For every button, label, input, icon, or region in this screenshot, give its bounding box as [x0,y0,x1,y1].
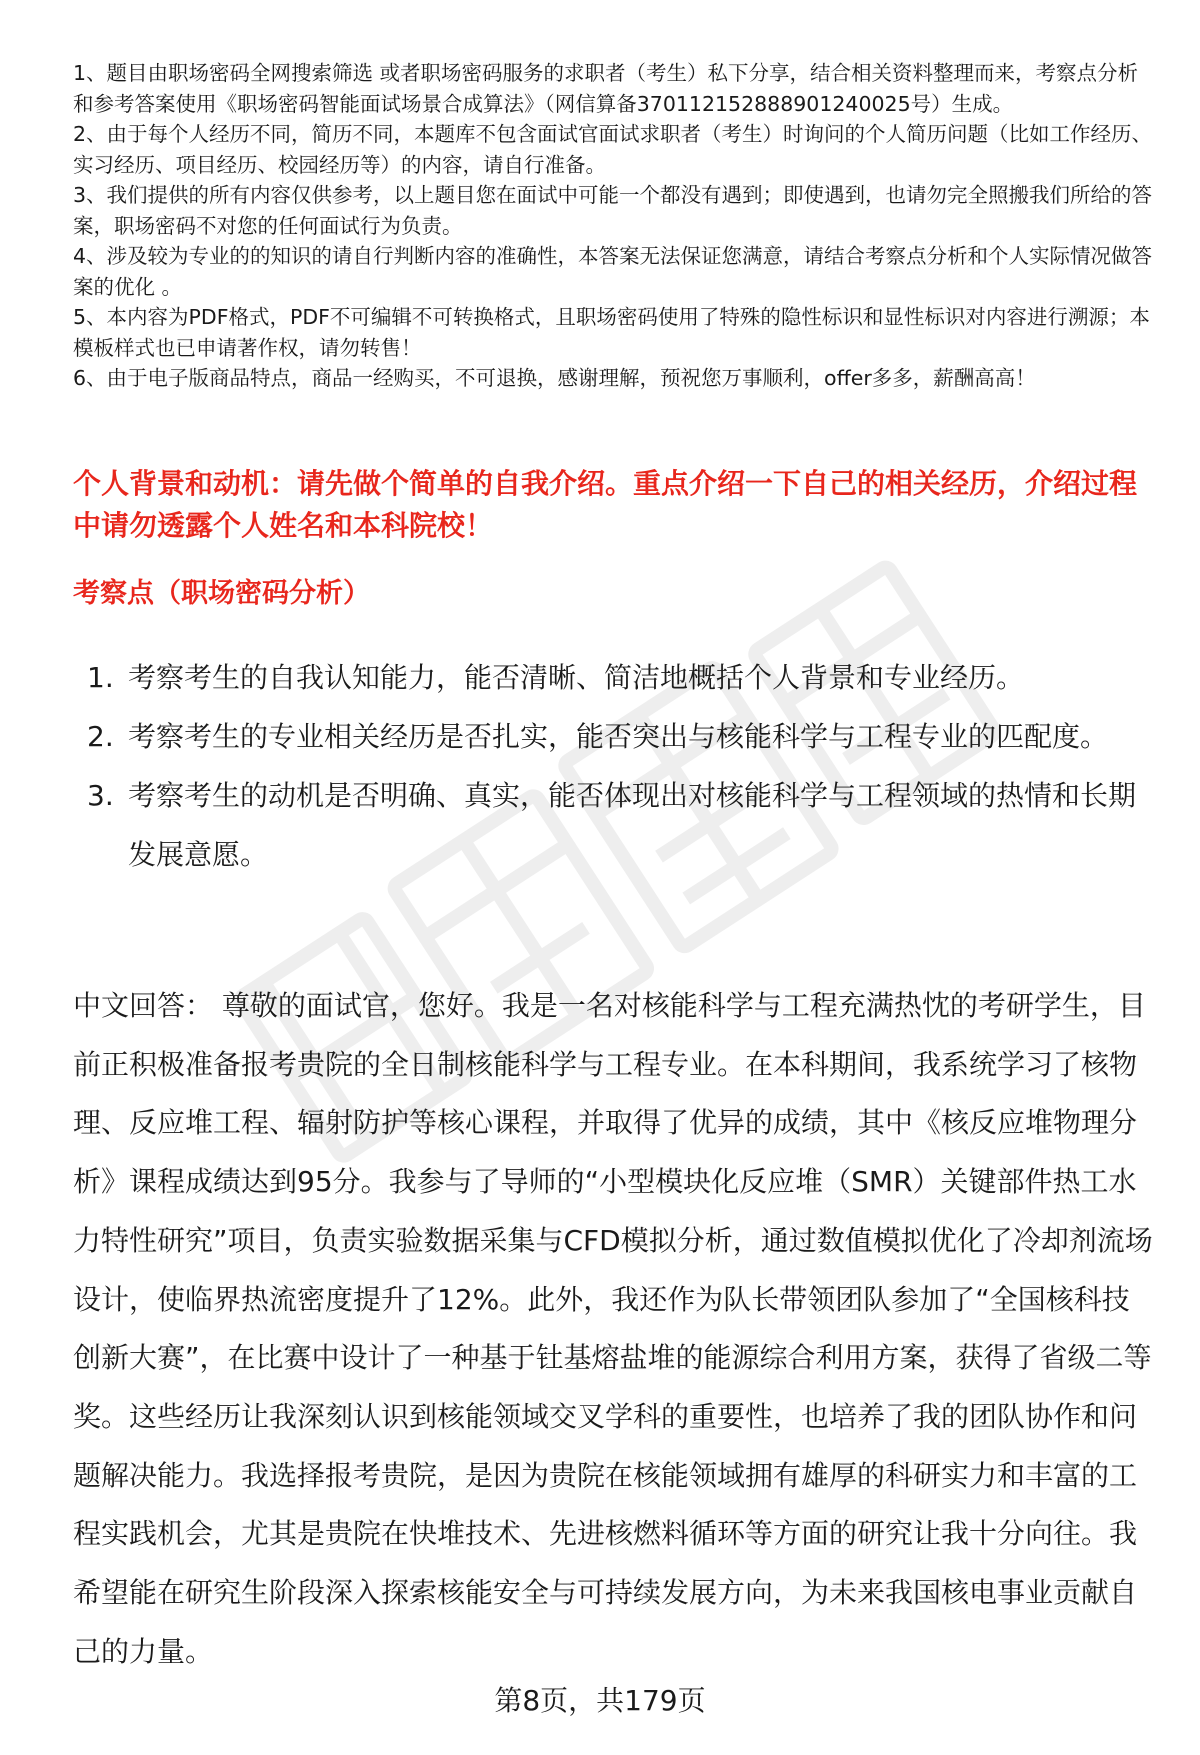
list-item-number: 2. [87,720,114,753]
list-item-text: 考察考生的动机是否明确、真实，能否体现出对核能科学与工程领域的热情和长期发展意愿。 [128,779,1137,871]
question-heading: 个人背景和动机：请先做个简单的自我介绍。重点介绍一下自己的相关经历，介绍过程中请勿透露个人姓名和本科院校！ [73,467,1138,542]
analysis-section-title: 考察点（职场密码分析） [73,578,370,609]
answer-paragraph: 中文回答： 尊敬的面试官，您好。我是一名对核能科学与工程充满热忱的考研学生，目前正积极准备报考贵院的全日制核能科学与工程专业。在本科期间，我系统学习了核物理、反应堆工程、辐射防护等核心课程，并取得了优异的成绩，其中《核反应堆物理分析》课程成绩达到95分。我参与了导师的“小型模块化反应堆（SMR）关键部件热工水力特性研究”项目，负责实验数据采集与CFD模拟分析，通过数值模拟优化了冷却剂流场设计，使临界热流密度提升了12%。此外，我还作为队长带领团队参加了“全国核科技创新大赛”，在比赛中设计了一种基于钍基熔盐堆的能源综合利用方案，获得了省级二等奖。这些经历让我深刻认识到核能领域交叉学科的重要性，也培养了我的团队协作和问题解决能力。我选择报考贵院，是因为贵院在核能领域拥有雄厚的科研实力和丰富的工程实践机会，尤其是贵院在快堆技术、先进核燃料循环等方面的研究让我十分向往。我希望能在研究生阶段深入探索核能安全与可持续发展方向，为未来我国核电事业贡献自己的力量。 [73,989,1153,1668]
page-number: 第8页，共179页 [494,1684,706,1717]
disclaimer-notes [73,58,1153,394]
analysis-points-list [73,648,1153,884]
disclaimer-note: 2、由于每个人经历不同，简历不同，本题库不包含面试官面试求职者（考生）时询问的个人简历问题（比如工作经历、实习经历、项目经历、校园经历等）的内容，请自行准备。 [73,122,1153,177]
list-item-text: 考察考生的专业相关经历是否扎实，能否突出与核能科学与工程专业的匹配度。 [128,720,1109,753]
list-item [73,648,1153,707]
list-item [73,766,1153,884]
disclaimer-note: 6、由于电子版商品特点，商品一经购买，不可退换，感谢理解，预祝您万事顺利，offer多多，薪酬高高！ [73,366,1036,390]
disclaimer-note: 4、涉及较为专业的的知识的请自行判断内容的准确性，本答案无法保证您满意，请结合考察点分析和个人实际情况做答案的优化 。 [73,244,1153,299]
list-item-text: 考察考生的自我认知能力，能否清晰、简洁地概括个人背景和专业经历。 [128,661,1025,694]
list-item-number: 1. [87,661,114,694]
disclaimer-note: 3、我们提供的所有内容仅供参考，以上题目您在面试中可能一个都没有遇到；即使遇到，也请勿完全照搬我们所给的答案，职场密码不对您的任何面试行为负责。 [73,183,1153,238]
list-item-number: 3. [87,779,114,812]
disclaimer-note: 5、本内容为PDF格式，PDF不可编辑不可转换格式，且职场密码使用了特殊的隐性标识和显性标识对内容进行溯源；本模板样式也已申请著作权，请勿转售！ [73,305,1150,360]
list-item [73,707,1153,766]
disclaimer-note: 1、题目由职场密码全网搜索筛选 或者职场密码服务的求职者（考生）私下分享，结合相关资料整理而来，考察点分析和参考答案使用《职场密码智能面试场景合成算法》（网信算备370112152888901240025号）生成。 [73,61,1139,116]
